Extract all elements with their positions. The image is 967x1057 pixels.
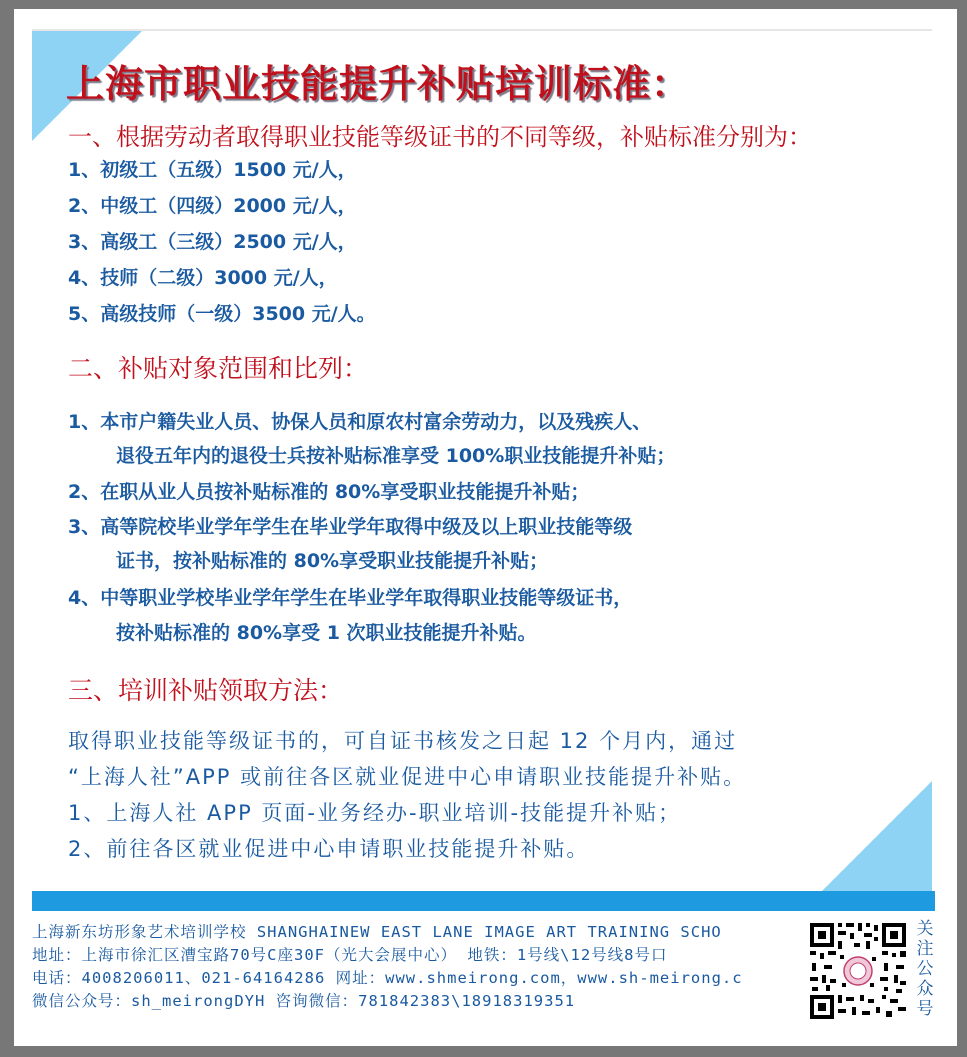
frame-bottom	[0, 1046, 967, 1057]
list-item: 4、中等职业学校毕业学年学生在毕业学年取得职业技能等级证书，	[68, 587, 633, 609]
qr-code-icon	[808, 921, 908, 1021]
paragraph-line: “上海人社”APP 或前往各区就业促进中心申请职业技能提升补贴。	[68, 765, 747, 789]
section2-heading: 二、补贴对象范围和比列：	[68, 354, 369, 383]
paragraph-line: 取得职业技能等级证书的，可自证书核发之日起 12 个月内，通过	[68, 729, 738, 753]
paragraph-line: 1、上海人社 APP 页面-业务经办-职业培训-技能提升补贴；	[68, 801, 682, 825]
list-item: 2、中级工（四级）2000 元/人，	[68, 195, 357, 217]
page-title: 上海市职业技能提升补贴培训标准：	[66, 62, 691, 106]
address: 地址：上海市徐汇区漕宝路70号C座30F（光大会展中心） 地铁：1号线\12号线8号口	[32, 946, 668, 964]
list-item: 1、初级工（五级）1500 元/人，	[68, 159, 357, 181]
footer-contact	[32, 921, 812, 1013]
list-item: 1、本市户籍失业人员、协保人员和原农村富余劳动力，以及残疾人、	[68, 411, 652, 433]
list-item: 4、技师（二级）3000 元/人，	[68, 267, 338, 289]
section3-heading: 三、培训补贴领取方法：	[68, 676, 344, 705]
list-item: 3、高级工（三级）2500 元/人，	[68, 231, 357, 253]
section1-heading: 一、根据劳动者取得职业技能等级证书的不同等级，补贴标准分别为：	[68, 123, 812, 151]
frame-right	[957, 0, 967, 1057]
list-item: 5、高级技师（一级）3500 元/人。	[68, 303, 376, 325]
frame-top	[0, 0, 967, 9]
list-item-continuation: 退役五年内的退役士兵按补贴标准享受 100%职业技能提升补贴；	[116, 445, 676, 467]
poster	[14, 9, 957, 1046]
qr-code	[808, 921, 908, 1021]
list-item-continuation: 按补贴标准的 80%享受 1 次职业技能提升补贴。	[116, 622, 537, 644]
top-divider	[32, 29, 932, 31]
list-item: 3、高等院校毕业学年学生在毕业学年取得中级及以上职业技能等级	[68, 516, 633, 538]
frame-left	[0, 0, 14, 1057]
qr-label: 关注公众号	[916, 919, 934, 1019]
school-name: 上海新东坊形象艺术培训学校 SHANGHAINEW EAST LANE IMAGE ART TRAINING SCHO	[32, 923, 722, 941]
list-item-continuation: 证书，按补贴标准的 80%享受职业技能提升补贴；	[116, 550, 549, 572]
paragraph-line: 2、前往各区就业促进中心申请职业技能提升补贴。	[68, 837, 590, 861]
wechat-info: 微信公众号：sh_meirongDYH 咨询微信：781842383\18918319351	[32, 992, 576, 1010]
list-item: 2、在职从业人员按补贴标准的 80%享受职业技能提升补贴；	[68, 481, 590, 503]
footer-accent-bar	[32, 891, 935, 911]
corner-triangle-bottom-right	[822, 781, 932, 891]
phone-website: 电话：4008206011、021-64164286 网址：www.shmeirong.com，www.sh-meirong.c	[32, 969, 743, 987]
